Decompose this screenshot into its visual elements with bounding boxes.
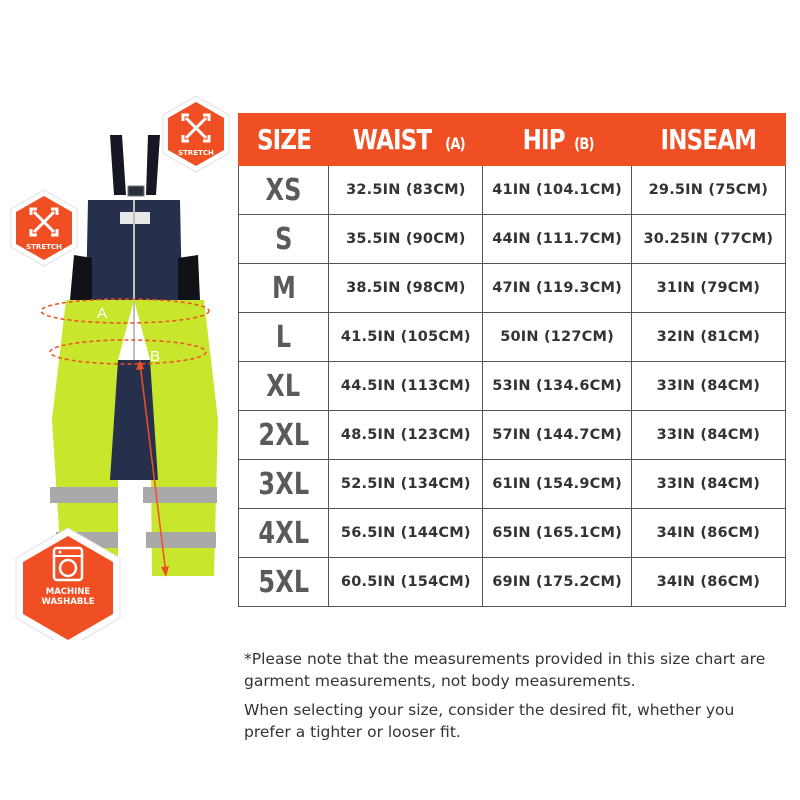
table-header-row	[239, 114, 786, 166]
right-strap	[146, 135, 160, 195]
size-cell: XL	[239, 362, 329, 411]
table-row	[239, 509, 786, 558]
size-cell: 2XL	[239, 411, 329, 460]
inseam-cell: 31IN (79CM)	[631, 264, 785, 313]
waist-cell: 60.5IN (154CM)	[329, 558, 483, 607]
waist-cell: 48.5IN (123CM)	[329, 411, 483, 460]
hip-cell: 53IN (134.6CM)	[483, 362, 631, 411]
stretch-badge-label: STRETCH	[178, 149, 214, 157]
table-row	[239, 558, 786, 607]
table-row	[239, 166, 786, 215]
inseam-cell: 34IN (86CM)	[631, 558, 785, 607]
marker-a: A	[97, 305, 108, 322]
side-panel-right	[178, 255, 200, 300]
waist-cell: 44.5IN (113CM)	[329, 362, 483, 411]
leg-insert	[110, 360, 158, 480]
hip-cell: 41IN (104.1CM)	[483, 166, 631, 215]
size-cell: S	[239, 215, 329, 264]
hip-cell: 61IN (154.9CM)	[483, 460, 631, 509]
left-strap	[110, 135, 126, 195]
reflective-band-right-2	[146, 532, 216, 548]
note-fit-advice: When selecting your size, consider the desired fit, whether you prefer a tighter or looser fit.	[244, 701, 735, 741]
note-garment-measurements: *Please note that the measurements provided in this size chart are garment measurements, not body measurements.	[244, 650, 766, 690]
inseam-cell: 34IN (86CM)	[631, 509, 785, 558]
table-row	[239, 411, 786, 460]
size-cell: XS	[239, 166, 329, 215]
measurement-notes	[244, 648, 784, 750]
waist-cell: 38.5IN (98CM)	[329, 264, 483, 313]
hip-cell: 44IN (111.7CM)	[483, 215, 631, 264]
size-cell: M	[239, 264, 329, 313]
waist-cell: 41.5IN (105CM)	[329, 313, 483, 362]
side-panel-left	[70, 255, 92, 300]
table-row	[239, 460, 786, 509]
hip-cell: 47IN (119.3CM)	[483, 264, 631, 313]
size-cell: L	[239, 313, 329, 362]
strap-buckle	[128, 186, 144, 196]
inseam-cell: 29.5IN (75CM)	[631, 166, 785, 215]
size-cell: 5XL	[239, 558, 329, 607]
header-inseam: INSEAM	[631, 114, 785, 166]
table-row	[239, 215, 786, 264]
inseam-cell: 33IN (84CM)	[631, 411, 785, 460]
waist-cell: 32.5IN (83CM)	[329, 166, 483, 215]
reflective-band-left-1	[50, 487, 118, 503]
table-row	[239, 264, 786, 313]
inseam-cell: 30.25IN (77CM)	[631, 215, 785, 264]
header-size: SIZE	[239, 114, 329, 166]
table-row	[239, 313, 786, 362]
stretch-badge-label: STRETCH	[26, 243, 62, 251]
size-cell: 4XL	[239, 509, 329, 558]
reflective-band-right-1	[143, 487, 217, 503]
inseam-cell: 32IN (81CM)	[631, 313, 785, 362]
size-cell: 3XL	[239, 460, 329, 509]
waist-cell: 56.5IN (144CM)	[329, 509, 483, 558]
inseam-cell: 33IN (84CM)	[631, 362, 785, 411]
waist-cell: 35.5IN (90CM)	[329, 215, 483, 264]
stretch-badge-top	[163, 96, 229, 172]
waist-cell: 52.5IN (134CM)	[329, 460, 483, 509]
header-waist: WAIST (A)	[329, 114, 483, 166]
table-row	[239, 362, 786, 411]
stretch-badge-left	[11, 190, 77, 266]
header-hip: HIP (B)	[483, 114, 631, 166]
hip-cell: 69IN (175.2CM)	[483, 558, 631, 607]
bib-overall-illustration	[0, 0, 240, 640]
hip-cell: 65IN (165.1CM)	[483, 509, 631, 558]
marker-b: B	[150, 348, 161, 365]
machine-washable-label: MACHINE WASHABLE	[41, 587, 95, 607]
hip-cell: 50IN (127CM)	[483, 313, 631, 362]
hip-cell: 57IN (144.7CM)	[483, 411, 631, 460]
inseam-cell: 33IN (84CM)	[631, 460, 785, 509]
size-chart-table	[238, 113, 786, 607]
